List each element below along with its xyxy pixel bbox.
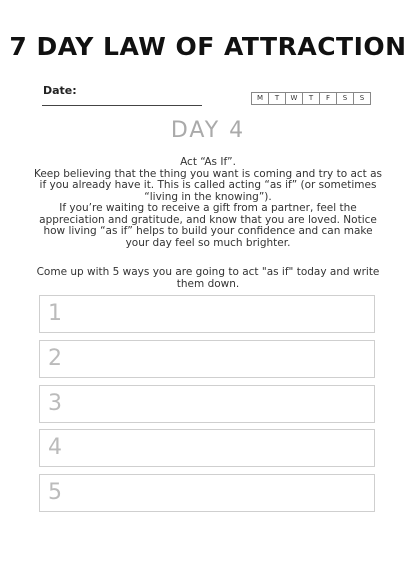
entry-number: 2 bbox=[48, 346, 62, 371]
date-label: Date: bbox=[43, 84, 77, 97]
weekday-thursday: T bbox=[302, 92, 320, 105]
entry-box-3[interactable] bbox=[39, 385, 375, 423]
weekday-sunday: S bbox=[353, 92, 371, 105]
entry-number: 3 bbox=[48, 391, 62, 416]
instructions-line-2: Keep believing that the thing you want is coming and try to act as if you already have it. This is called acting “as if” (or sometimes “living in the knowing”). bbox=[33, 167, 383, 203]
entry-number: 5 bbox=[48, 480, 62, 505]
weekday-monday: M bbox=[251, 92, 269, 105]
entry-box-5[interactable] bbox=[39, 474, 375, 512]
entry-number: 4 bbox=[48, 435, 62, 460]
day-heading: DAY 4 bbox=[170, 118, 246, 143]
instructions-line-1: Act “As If”. bbox=[180, 156, 236, 168]
weekday-checkboxes bbox=[252, 92, 371, 105]
prompt-text: Come up with 5 ways you are going to act "as if" today and write them down. bbox=[36, 266, 380, 290]
weekday-saturday: S bbox=[336, 92, 354, 105]
weekday-friday: F bbox=[319, 92, 337, 105]
entry-box-2[interactable] bbox=[39, 340, 375, 378]
entry-box-4[interactable] bbox=[39, 429, 375, 467]
entry-box-1[interactable] bbox=[39, 295, 375, 333]
date-line bbox=[42, 105, 202, 106]
page-title: 7 DAY LAW OF ATTRACTION bbox=[9, 32, 407, 61]
entry-number: 1 bbox=[48, 301, 62, 326]
instructions-text bbox=[30, 157, 386, 249]
weekday-tuesday: T bbox=[268, 92, 286, 105]
instructions-line-3: If you’re waiting to receive a gift from a partner, feel the appreciation and gratitude, and know that you are loved. Notice how living “as if” helps to build your confidence and can make your day feel so much brighter. bbox=[39, 202, 377, 249]
weekday-wednesday: W bbox=[285, 92, 303, 105]
